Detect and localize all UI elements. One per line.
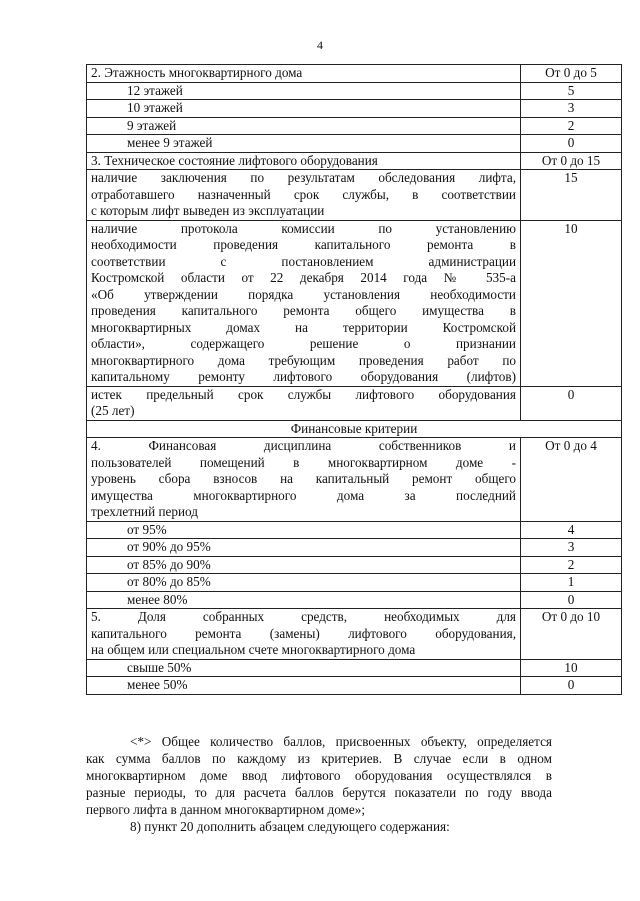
text-line: наличие протокола комиссии по установлению <box>91 220 516 236</box>
text-line: области», содержащего решение о признании <box>91 336 516 351</box>
text-line: пользователей помещений в многоквартирном доме - <box>91 454 516 470</box>
criterion-score: 15 <box>521 170 622 221</box>
criterion-score: 5 <box>521 82 622 100</box>
criterion-text: 3. Техническое состояние лифтового оборудования <box>87 152 521 170</box>
criterion-score: От 0 до 5 <box>521 65 622 83</box>
text-line: Костромской области от 22 декабря 2014 года № 535-а <box>91 270 516 285</box>
table-row <box>87 82 622 100</box>
table-row <box>87 100 622 118</box>
criterion-text: 9 этажей <box>87 117 521 135</box>
section-header: Финансовые критерии <box>87 420 622 438</box>
criterion-score: 4 <box>521 521 622 539</box>
text-line: уровень сбора взносов на капитальный ремонт общего <box>91 471 516 486</box>
criterion-score: 10 <box>521 659 622 677</box>
table-row <box>87 117 622 135</box>
table-row <box>87 677 622 695</box>
table-row <box>87 65 622 83</box>
table-row <box>87 659 622 677</box>
table-row <box>87 220 622 386</box>
criterion-text: от 90% до 95% <box>87 539 521 557</box>
table-row <box>87 386 622 420</box>
text-line: многоквартирного дома требующим проведения работ по <box>91 352 516 368</box>
criterion-text <box>87 609 521 660</box>
criterion-text: свыше 50% <box>87 659 521 677</box>
criterion-text <box>87 438 521 522</box>
text-line: многоквартирных домах на территории Костромской <box>91 319 516 335</box>
criterion-score: 10 <box>521 220 622 386</box>
text-line: (25 лет) <box>91 403 135 418</box>
criterion-score: 2 <box>521 117 622 135</box>
criterion-text: 10 этажей <box>87 100 521 118</box>
text-line: имущества многоквартирного дома за последний <box>91 487 516 503</box>
criterion-text: менее 50% <box>87 677 521 695</box>
text-line: как сумма баллов по каждому из критериев. В случае если в одном <box>86 751 552 766</box>
criterion-text: 2. Этажность многоквартирного дома <box>87 65 521 83</box>
footnote-paragraph <box>86 733 552 818</box>
criterion-score: 0 <box>521 386 622 420</box>
criterion-score: 3 <box>521 539 622 557</box>
text-line: необходимости проведения капитального ремонта в <box>91 237 516 252</box>
table-row <box>87 420 622 438</box>
criterion-text: менее 80% <box>87 591 521 609</box>
criterion-text: от 85% до 90% <box>87 556 521 574</box>
criterion-text <box>87 386 521 420</box>
table-row <box>87 152 622 170</box>
criteria-table <box>86 64 622 695</box>
criterion-score: От 0 до 4 <box>521 438 622 522</box>
criterion-score: От 0 до 15 <box>521 152 622 170</box>
page-number: 4 <box>317 38 323 52</box>
table-row <box>87 135 622 153</box>
text-line: 4. Финансовая дисциплина собственников и <box>91 438 516 453</box>
criterion-text: менее 9 этажей <box>87 135 521 153</box>
criterion-text <box>87 220 521 386</box>
text-line: отработавшего назначенный срок службы, в соответствии <box>91 186 516 202</box>
table-row <box>87 170 622 221</box>
criterion-score: 0 <box>521 135 622 153</box>
text-line: «Об утверждении порядка установления необходимости <box>91 286 516 302</box>
text-line: <*> Общее количество баллов, присвоенных объекту, определяется <box>130 734 552 749</box>
criterion-score: 3 <box>521 100 622 118</box>
criterion-score: 0 <box>521 591 622 609</box>
text-line: проведения капитального ремонта общего имущества в <box>91 303 516 318</box>
footnote <box>86 733 552 835</box>
text-line: первого лифта в данном многоквартирном доме»; <box>86 802 366 817</box>
criterion-text: 12 этажей <box>87 82 521 100</box>
table-row <box>87 556 622 574</box>
text-line: капитального ремонта (замены) лифтового оборудования, <box>91 625 516 641</box>
table-row <box>87 609 622 660</box>
criterion-text <box>87 170 521 221</box>
text-line: наличие заключения по результатам обследования лифта, <box>91 170 516 185</box>
criterion-text: от 95% <box>87 521 521 539</box>
criterion-score: 2 <box>521 556 622 574</box>
text-line: соответствии с постановлением администрации <box>91 253 516 269</box>
table-row <box>87 574 622 592</box>
text-line: многоквартирном доме ввод лифтового оборудования осуществлялся в <box>86 768 552 783</box>
text-line: 5. Доля собранных средств, необходимых для <box>91 609 516 624</box>
criterion-text: от 80% до 85% <box>87 574 521 592</box>
table-row <box>87 591 622 609</box>
text-line: истек предельный срок службы лифтового оборудования <box>91 386 516 402</box>
text-line: трехлетний период <box>91 504 198 519</box>
criterion-score: От 0 до 10 <box>521 609 622 660</box>
text-line: с которым лифт выведен из эксплуатации <box>91 203 325 218</box>
text-line: разные периоды, то для расчета баллов берутся показатели по году ввода <box>86 785 552 800</box>
table-row <box>87 438 622 522</box>
criterion-score: 0 <box>521 677 622 695</box>
text-line: капитальному ремонту лифтового оборудования (лифтов) <box>91 369 516 384</box>
text-line: на общем или специальном счете многоквартирного дома <box>91 642 416 657</box>
criterion-score: 1 <box>521 574 622 592</box>
table-row <box>87 539 622 557</box>
table-row <box>87 521 622 539</box>
amendment-item: 8) пункт 20 дополнить абзацем следующего содержания: <box>130 819 450 834</box>
